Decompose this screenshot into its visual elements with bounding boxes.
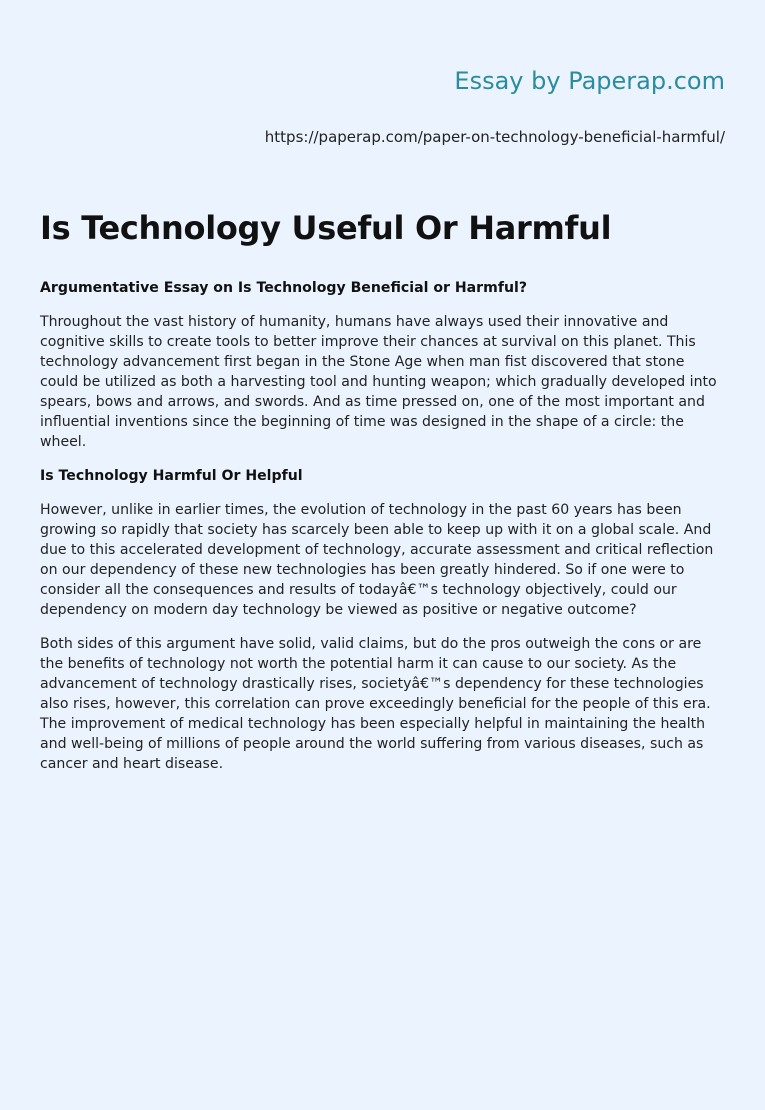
paragraph: However, unlike in earlier times, the evolution of technology in the past 60 years has been growing so rapidly that society has scarcely been able to keep up with it on a global scale. And due to this accelerated development of technology, accurate assessment and critical reflection on our dependency of these new technologies has been greatly hindered. So if one were to consider all the consequences and results of todayâ€™s technology objectively, could our dependency on modern day technology be viewed as positive or negative outcome? [40, 502, 714, 618]
section-heading: Is Technology Harmful Or Helpful [40, 468, 303, 484]
site-brand-link[interactable]: Essay by Paperap.com [454, 67, 725, 95]
paragraph: Throughout the vast history of humanity, humans have always used their innovative and cognitive skills to create tools to better improve their chances at survival on this planet. This technology advancement first began in the Stone Age when man fist discovered that stone could be utilized as both a harvesting tool and hunting weapon; which gradually developed into spears, bows and arrows, and swords. And as time pressed on, one of the most important and influential inventions since the beginning of time was designed in the shape of a circle: the wheel. [40, 314, 717, 450]
paragraph: Both sides of this argument have solid, valid claims, but do the pros outweigh the cons or are the benefits of technology not worth the potential harm it can cause to our society. As the advancement of technology drastically rises, societyâ€™s dependency for these technologies also rises, however, this correlation can prove exceedingly beneficial for the people of this era. The improvement of medical technology has been especially helpful in maintaining the health and well-being of millions of people around the world suffering from various diseases, such as cancer and heart disease. [40, 636, 711, 772]
source-url-link[interactable]: https://paperap.com/paper-on-technology-beneficial-harmful/ [264, 128, 725, 146]
section-heading: Argumentative Essay on Is Technology Beneficial or Harmful? [40, 280, 527, 296]
page-title: Is Technology Useful Or Harmful [40, 209, 612, 247]
article-body [40, 278, 725, 788]
